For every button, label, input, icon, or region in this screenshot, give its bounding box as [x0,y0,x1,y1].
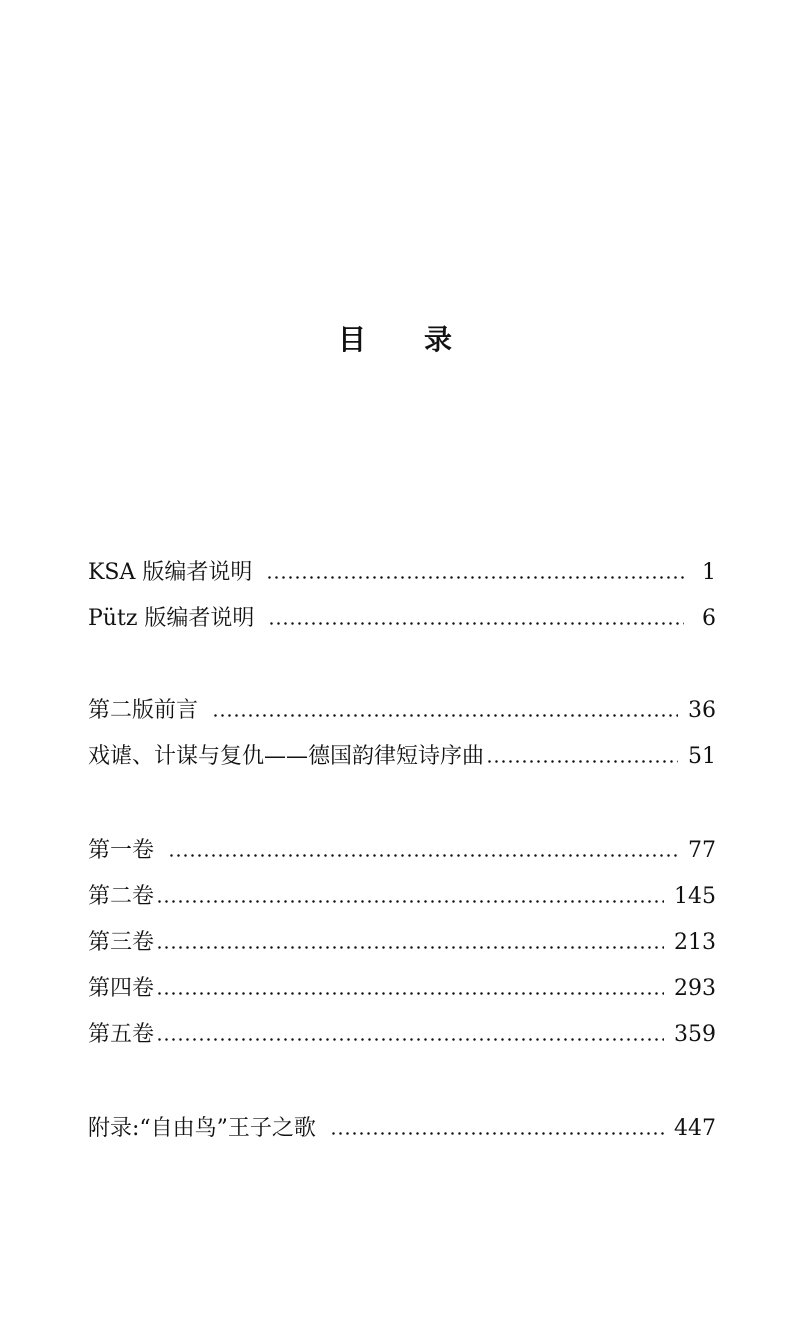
toc-entry-second-edition-preface[interactable] [88,690,716,726]
toc-entry-page: 359 [674,1022,716,1047]
dot-leader [212,696,678,726]
dot-leader [486,742,678,772]
toc-entry-page: 6 [702,606,716,631]
dot-leader [168,836,678,866]
toc-entry-label: 第二卷 [88,884,155,909]
toc-entry-page: 36 [688,698,716,723]
toc-entry-page: 213 [674,930,716,955]
toc-entry-label: 第二版前言 [88,698,199,723]
toc-entry-book-5[interactable] [88,1014,716,1050]
toc-entry-label: 第四卷 [88,976,155,1001]
toc-entry-label: 第三卷 [88,930,155,955]
dot-leader [266,558,684,588]
toc-entry-label: 附录:“自由鸟”王子之歌 [88,1116,316,1141]
toc-entry-page: 1 [702,560,716,585]
toc-entry-label: Pütz 版编者说明 [88,606,255,631]
toc-entry-label: 第五卷 [88,1022,155,1047]
toc-title-char-1: 目 [337,323,366,356]
toc-entry-prelude[interactable] [88,736,716,772]
toc-entry-label: KSA 版编者说明 [88,560,253,585]
toc-entry-page: 293 [674,976,716,1001]
toc-entry-page: 447 [674,1116,716,1141]
dot-leader [156,974,664,1004]
toc-entry-book-1[interactable] [88,830,716,866]
toc-entry-ksa-editor-note[interactable] [88,552,716,588]
dot-leader [330,1114,664,1144]
toc-entry-page: 145 [674,884,716,909]
dot-leader [268,604,684,634]
toc-entry-putz-editor-note[interactable] [88,598,716,634]
dot-leader [156,882,664,912]
dot-leader [156,1020,664,1050]
toc-entry-label: 戏谑、计谋与复仇——德国韵律短诗序曲 [88,744,485,769]
dot-leader [156,928,664,958]
toc-entry-appendix[interactable] [88,1108,716,1144]
toc-entry-page: 77 [688,838,716,863]
toc-entry-label: 第一卷 [88,838,155,863]
toc-entry-page: 51 [688,744,716,769]
toc-entry-book-4[interactable] [88,968,716,1004]
toc-title [0,318,790,362]
toc-entry-book-3[interactable] [88,922,716,958]
toc-entry-book-2[interactable] [88,876,716,912]
toc-title-char-2: 录 [424,323,453,356]
